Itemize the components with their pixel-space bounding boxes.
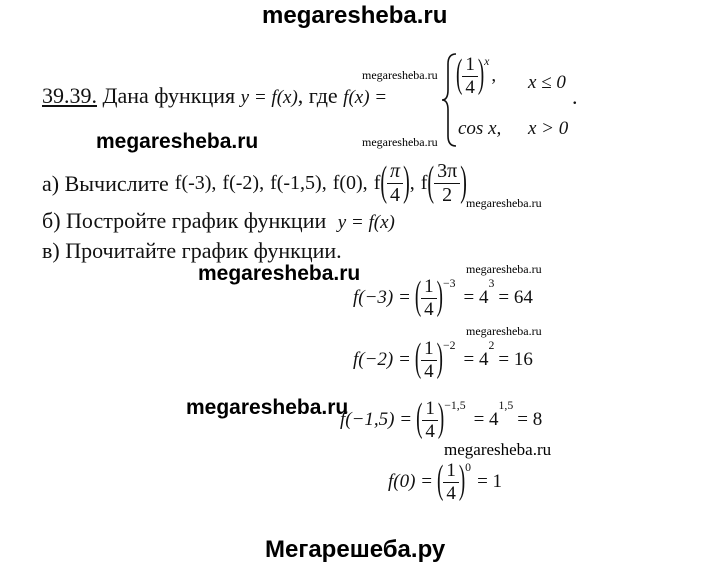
task-a-f4: f(0),: [332, 172, 368, 194]
piece-2-condition: x > 0: [528, 118, 569, 139]
task-a-f1: f(-3),: [174, 172, 217, 194]
small-watermark-3: megaresheba.ru: [466, 196, 542, 210]
small-watermark-5: megaresheba.ru: [466, 324, 542, 338]
piece-1-condition: x ≤ 0: [528, 72, 566, 93]
solution-row-4: f(0) = ( $\frac{1}{4}$ ) 0 = 1: [388, 459, 503, 504]
fraction-one-quarter: $\frac{1}{4}$: [462, 54, 478, 99]
watermark-mid-2: megaresheba.ru: [198, 262, 361, 285]
task-a-f6: f ( $\frac{3\pi}{2}$ ): [420, 159, 467, 206]
piecewise-end-dot: .: [572, 84, 578, 109]
task-a-f5: f ( $\frac{\pi}{4}$ ) ,: [373, 159, 415, 206]
problem-intro: Дана функция: [102, 83, 236, 108]
task-b-text: б) Постройте график функции: [42, 208, 327, 233]
bottom-watermark: Мегарешеба.ру: [265, 536, 446, 563]
small-watermark-6: megaresheba.ru: [444, 440, 552, 459]
small-watermark-4: megaresheba.ru: [466, 262, 542, 276]
left-paren: (: [456, 53, 463, 98]
small-watermark-1: megaresheba.ru: [362, 68, 438, 82]
solution-row-2: f(−2) = ( $\frac{1}{4}$ ) −2 = 4 2 = 16: [353, 337, 533, 382]
function-definition: y = f(x): [240, 87, 298, 108]
small-watermark-2: megaresheba.ru: [362, 135, 438, 149]
solution-row-1: f(−3) = ( $\frac{1}{4}$ ) −3 = 4 3 = 64: [353, 275, 533, 320]
task-a-f2: f(-2),: [222, 172, 265, 194]
task-a-prefix: а) Вычислите: [42, 170, 169, 196]
solution-row-3: f(−1,5) = ( $\frac{1}{4}$ ) −1,5 = 4 1,5 = 8: [340, 397, 543, 442]
task-b-expression: y = f(x): [337, 212, 395, 233]
task-c: в) Прочитайте график функции.: [42, 238, 342, 263]
watermark-mid-3: megaresheba.ru: [186, 396, 349, 419]
task-a: [42, 160, 467, 207]
top-watermark: megaresheba.ru: [262, 2, 448, 29]
problem-statement: [42, 83, 387, 109]
task-b: [42, 208, 395, 234]
task-a-f3: f(-1,5),: [270, 172, 327, 194]
problem-number: 39.39.: [42, 83, 97, 108]
piece-2-expression: cos x,: [458, 118, 502, 139]
piece1-exponent: x: [484, 55, 490, 69]
f-of-x-label: f(x) =: [343, 87, 388, 108]
piece-1: ( $\frac{1}{4}$ ) x ,: [456, 53, 497, 98]
right-paren: ): [477, 53, 485, 98]
watermark-mid-1: megaresheba.ru: [96, 130, 259, 153]
where-text: , где: [297, 83, 338, 108]
